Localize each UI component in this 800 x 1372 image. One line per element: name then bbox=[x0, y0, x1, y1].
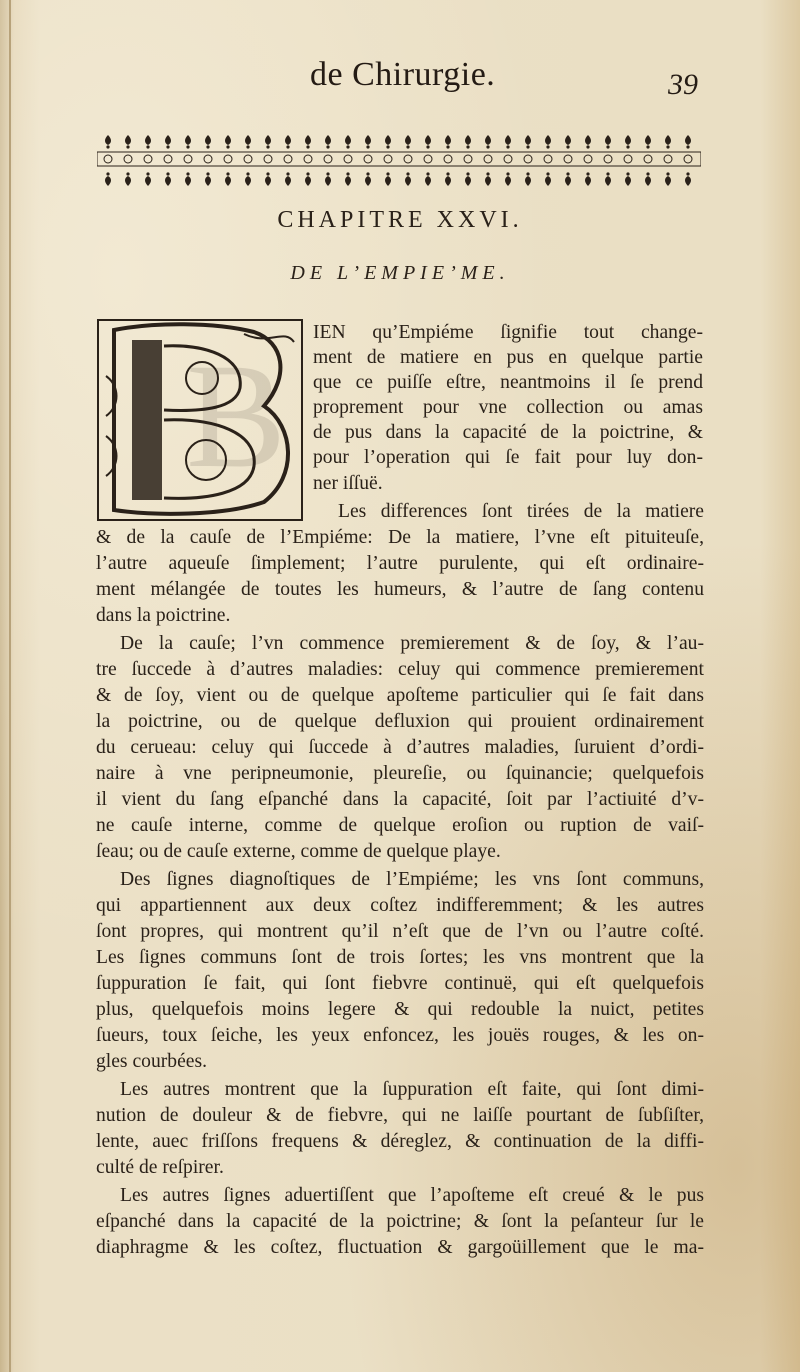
page-number: 39 bbox=[668, 68, 698, 101]
text-line: l’autre aqueuſe ſimplement; l’autre purulente, qui eſt ordinaire- bbox=[96, 553, 704, 574]
text-line: que ce puiſſe eſtre, neantmoins il ſe prend bbox=[313, 372, 703, 393]
running-head: de Chirurgie. bbox=[310, 56, 496, 93]
text-line: IEN qu’Empiéme ſignifie tout change- bbox=[313, 322, 703, 343]
text-line: il vient du ſang eſpanché dans la capacité, ſoit par l’actiuité d’v- bbox=[96, 789, 704, 810]
text-line: ner iſſuë. bbox=[313, 473, 383, 494]
text-line: naire à vne peripneumonie, pleureſie, ou ſquinancie; quelquefois bbox=[96, 763, 704, 784]
text-line: plus, quelquefois moins legere & qui redouble la nuict, petites bbox=[96, 999, 704, 1020]
decorated-initial-b bbox=[94, 316, 306, 524]
initial-letter: B bbox=[186, 333, 287, 499]
text-line: Les ſignes communs ſont de trois ſortes; les vns montrent que la bbox=[96, 947, 704, 968]
text-line: du cerueau: celuy qui ſuccede à d’autres maladies, ſuruient d’ordi- bbox=[96, 737, 704, 758]
text-line: diaphragme & les coſtez, fluctuation & gargoüillement que le ma- bbox=[96, 1237, 704, 1258]
text-line: Les differences ſont tirées de la matiere bbox=[338, 501, 704, 522]
text-line: la poictrine, ou de quelque defluxion qui prouient ordinairement bbox=[96, 711, 704, 732]
text-line: ſeau; ou de cauſe externe, comme de quelque playe. bbox=[96, 841, 501, 862]
text-line: dans la poictrine. bbox=[96, 605, 231, 626]
text-line: Les autres montrent que la ſuppuration eſt faite, qui ſont dimi- bbox=[120, 1079, 704, 1100]
text-line: de pus dans la capacité de la poictrine, & bbox=[313, 422, 703, 443]
text-line: De la cauſe; l’vn commence premierement & de ſoy, & l’au- bbox=[120, 633, 704, 654]
text-line: ment mélangée de toutes les humeurs, & l’autre de ſang contenu bbox=[96, 579, 704, 600]
text-line: ſont propres, qui montrent qu’il n’eſt que de l’vn ou l’autre coſté. bbox=[96, 921, 704, 942]
text-line: ſuppuration ſe fait, qui ſont fiebvre continuë, qui eſt quelquefois bbox=[96, 973, 704, 994]
text-line: gles courbées. bbox=[96, 1051, 207, 1072]
text-line: & de la cauſe de l’Empiéme: De la matiere, l’vne eſt pituiteuſe, bbox=[96, 527, 704, 548]
binding-gutter bbox=[9, 0, 11, 1372]
text-line: eſpanché dans la capacité de la poictrine; & ſont la peſanteur ſur le bbox=[96, 1211, 704, 1232]
text-line: proprement pour vne collection ou amas bbox=[313, 397, 703, 418]
text-line: tre ſuccede à d’autres maladies: celuy qui commence premierement bbox=[96, 659, 704, 680]
text-line: pour l’operation qui ſe fait pour luy don- bbox=[313, 447, 703, 468]
text-line: lente, auec friſſons frequens & déreglez, & continuation de la diffi- bbox=[96, 1131, 704, 1152]
text-line: ment de matiere en pus en quelque partie bbox=[313, 347, 703, 368]
text-line: culté de reſpirer. bbox=[96, 1157, 224, 1178]
text-line: qui appartiennent aux deux coſtez indifferemment; & les autres bbox=[96, 895, 704, 916]
text-line: ſueurs, toux ſeiche, les yeux enfoncez, les jouës rouges, & les on- bbox=[96, 1025, 704, 1046]
text-line: nution de douleur & de fiebvre, qui ne laiſſe pourtant de ſubſiſter, bbox=[96, 1105, 704, 1126]
text-line: ne cauſe interne, comme de quelque eroſion ou ruption de vaiſ- bbox=[96, 815, 704, 836]
section-title: DE L’EMPIE’ME. bbox=[290, 262, 510, 284]
text-line: Des ſignes diagnoſtiques de l’Empiéme; les vns ſont communs, bbox=[120, 869, 704, 890]
ornamental-headband bbox=[97, 132, 701, 188]
text-line: Les autres ſignes aduertiſſent que l’apoſteme eſt creué & le pus bbox=[120, 1185, 704, 1206]
chapter-title: CHAPITRE XXVI. bbox=[277, 207, 523, 233]
text-line: & de ſoy, vient ou de quelque apoſteme particulier qui ſe fait dans bbox=[96, 685, 704, 706]
